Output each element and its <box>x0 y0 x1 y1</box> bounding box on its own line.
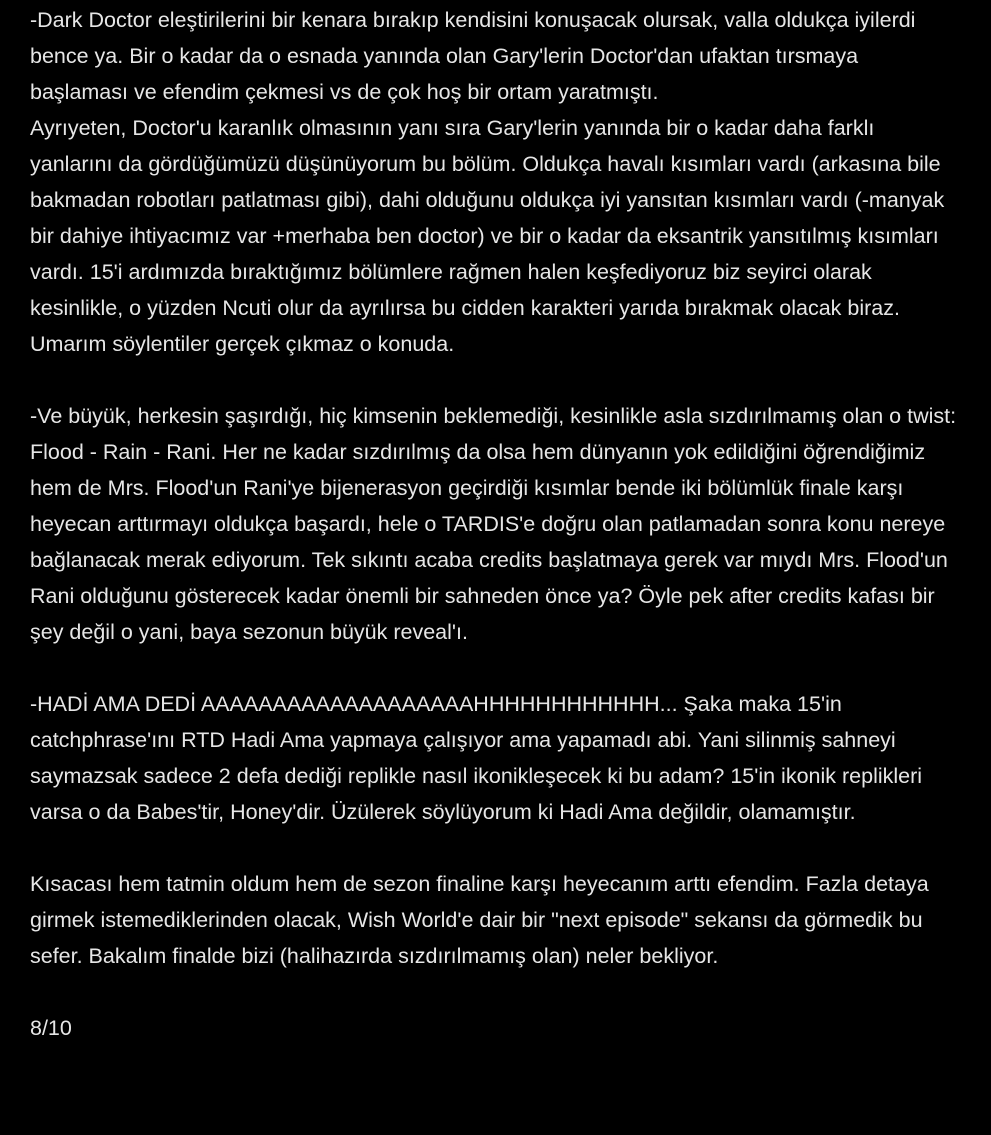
review-score: 8/10 <box>30 1016 72 1040</box>
paragraph-spacer <box>30 830 961 866</box>
paragraph-spacer <box>30 650 961 686</box>
paragraph-spacer <box>30 974 961 1010</box>
review-paragraph-twist: -Ve büyük, herkesin şaşırdığı, hiç kimsenin beklemediği, kesinlikle asla sızdırılmamış olan o twist: Flood - Rain - Rani. Her ne kadar sızdırılmış da olsa hem dünyanın yok edildiğini öğrendiğimiz hem de Mrs. Flood'un Rani'ye bijenerasyon geçirdiği kısımlar bende iki bölümlük finale karşı heyecan arttırmayı oldukça başardı, hele o TARDIS'e doğru olan patlamadan sonra konu nereye bağlanacak merak ediyorum. Tek sıkıntı acaba credits başlatmaya gerek var mıydı Mrs. Flood'un Rani olduğunu gösterecek kadar önemli bir sahneden önce ya? Öyle pek after credits kafası bir şey değil o yani, baya sezonun büyük reveal'ı. <box>30 404 957 644</box>
review-paragraph-catchphrase: -HADİ AMA DEDİ AAAAAAAAAAAAAAAAAAAHHHHHHHHHHHH... Şaka maka 15'in catchphrase'ını RTD Hadi Ama yapmaya çalışıyor ama yapamadı abi. Yani silinmiş sahneyi saymazsak sadece 2 defa dediği replikle nasıl ikonikleşecek ki bu adam? 15'in ikonik replikleri varsa o da Babes'tir, Honey'dir. Üzülerek söylüyorum ki Hadi Ama değildir, olamamıştır. <box>30 692 923 824</box>
review-paragraph-dark-doctor: -Dark Doctor eleştirilerini bir kenara bırakıp kendisini konuşacak olursak, valla oldukça iyilerdi bence ya. Bir o kadar da o esnada yanında olan Gary'lerin Doctor'dan ufaktan tırsmaya başlaması ve efendim çekmesi vs de çok hoş bir ortam yaratmıştı. Ayrıyeten, Doctor'u karanlık olmasının yanı sıra Gary'lerin yanında bir o kadar daha farklı yanlarını da gördüğümüzü düşünüyorum bu bölüm. Oldukça havalı kısımları vardı (arkasına bile bakmadan robotları patlatması gibi), dahi olduğunu oldukça iyi yansıtan kısımları vardı (-manyak bir dahiye ihtiyacımız var +merhaba ben doctor) ve bir o kadar da eksantrik yansıtılmış kısımları vardı. 15'i ardımızda bıraktığımız bölümlere rağmen halen keşfediyoruz biz seyirci olarak kesinlikle, o yüzden Ncuti olur da ayrılırsa bu cidden karakteri yarıda bırakmak olacak biraz. Umarım söylentiler gerçek çıkmaz o konuda. <box>30 8 945 356</box>
paragraph-spacer <box>30 362 961 398</box>
review-paragraph-summary: Kısacası hem tatmin oldum hem de sezon finaline karşı heyecanım arttı efendim. Fazla detaya girmek istemediklerinden olacak, Wish World'e dair bir "next episode" sekansı da görmedik bu sefer. Bakalım finalde bizi (halihazırda sızdırılmamış olan) neler bekliyor. <box>30 872 929 968</box>
